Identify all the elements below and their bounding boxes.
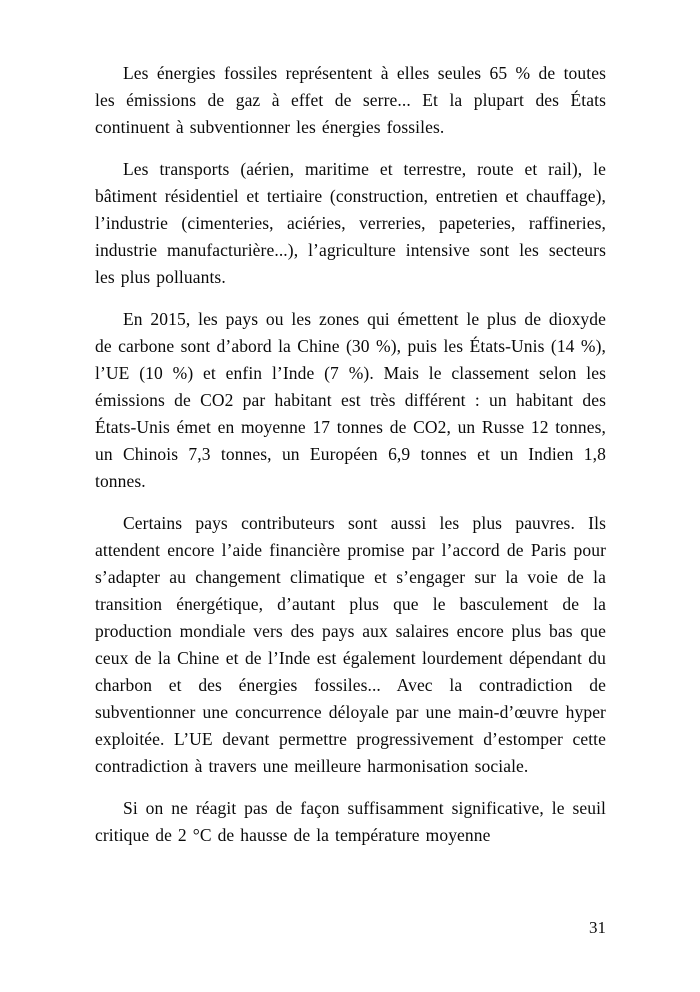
page-body-text bbox=[95, 60, 606, 849]
paragraph-polluting-sectors: Les transports (aérien, maritime et terrestre, route et rail), le bâtiment résidentiel et tertiaire (construction, entretien et chauffage), l’industrie (cimenteries, aciéries, verreries, papeteries, raffineries, industrie manufacturière...), l’agriculture intensive sont les secteurs les plus polluants. bbox=[95, 159, 606, 287]
paragraph-fossil-energies: Les énergies fossiles représentent à elles seules 65 % de toutes les émissions de gaz à effet de serre... Et la plupart des États continuent à subventionner les énergies fossiles. bbox=[95, 63, 606, 137]
paragraph-co2-emitters-2015: En 2015, les pays ou les zones qui émettent le plus de dioxyde de carbone sont d’abord la Chine (30 %), puis les États-Unis (14 %), l’UE (10 %) et enfin l’Inde (7 %). Mais le classement selon les émissions de CO2 par habitant est très différent : un habitant des États-Unis émet en moyenne 17 tonnes de CO2, un Russe 12 tonnes, un Chinois 7,3 tonnes, un Européen 6,9 tonnes et un Indien 1,8 tonnes. bbox=[95, 309, 606, 491]
paragraph-critical-threshold: Si on ne réagit pas de façon suffisamment significative, le seuil critique de 2 °C de hausse de la température moyenne bbox=[95, 798, 606, 845]
page-number: 31 bbox=[589, 918, 606, 937]
paragraph-contributor-countries: Certains pays contributeurs sont aussi les plus pauvres. Ils attendent encore l’aide financière promise par l’accord de Paris pour s’adapter au changement climatique et s’engager sur la voie de la transition énergétique, d’autant plus que le basculement de la production mondiale vers des pays aux salaires encore plus bas que ceux de la Chine et de l’Inde est également lourdement dépendant du charbon et des énergies fossiles... Avec la contradiction de subventionner une concurrence déloyale par une main-d’œuvre hyper exploitée. L’UE devant permettre progressivement d’estomper cette contradiction à travers une meilleure harmonisation sociale. bbox=[95, 513, 606, 776]
